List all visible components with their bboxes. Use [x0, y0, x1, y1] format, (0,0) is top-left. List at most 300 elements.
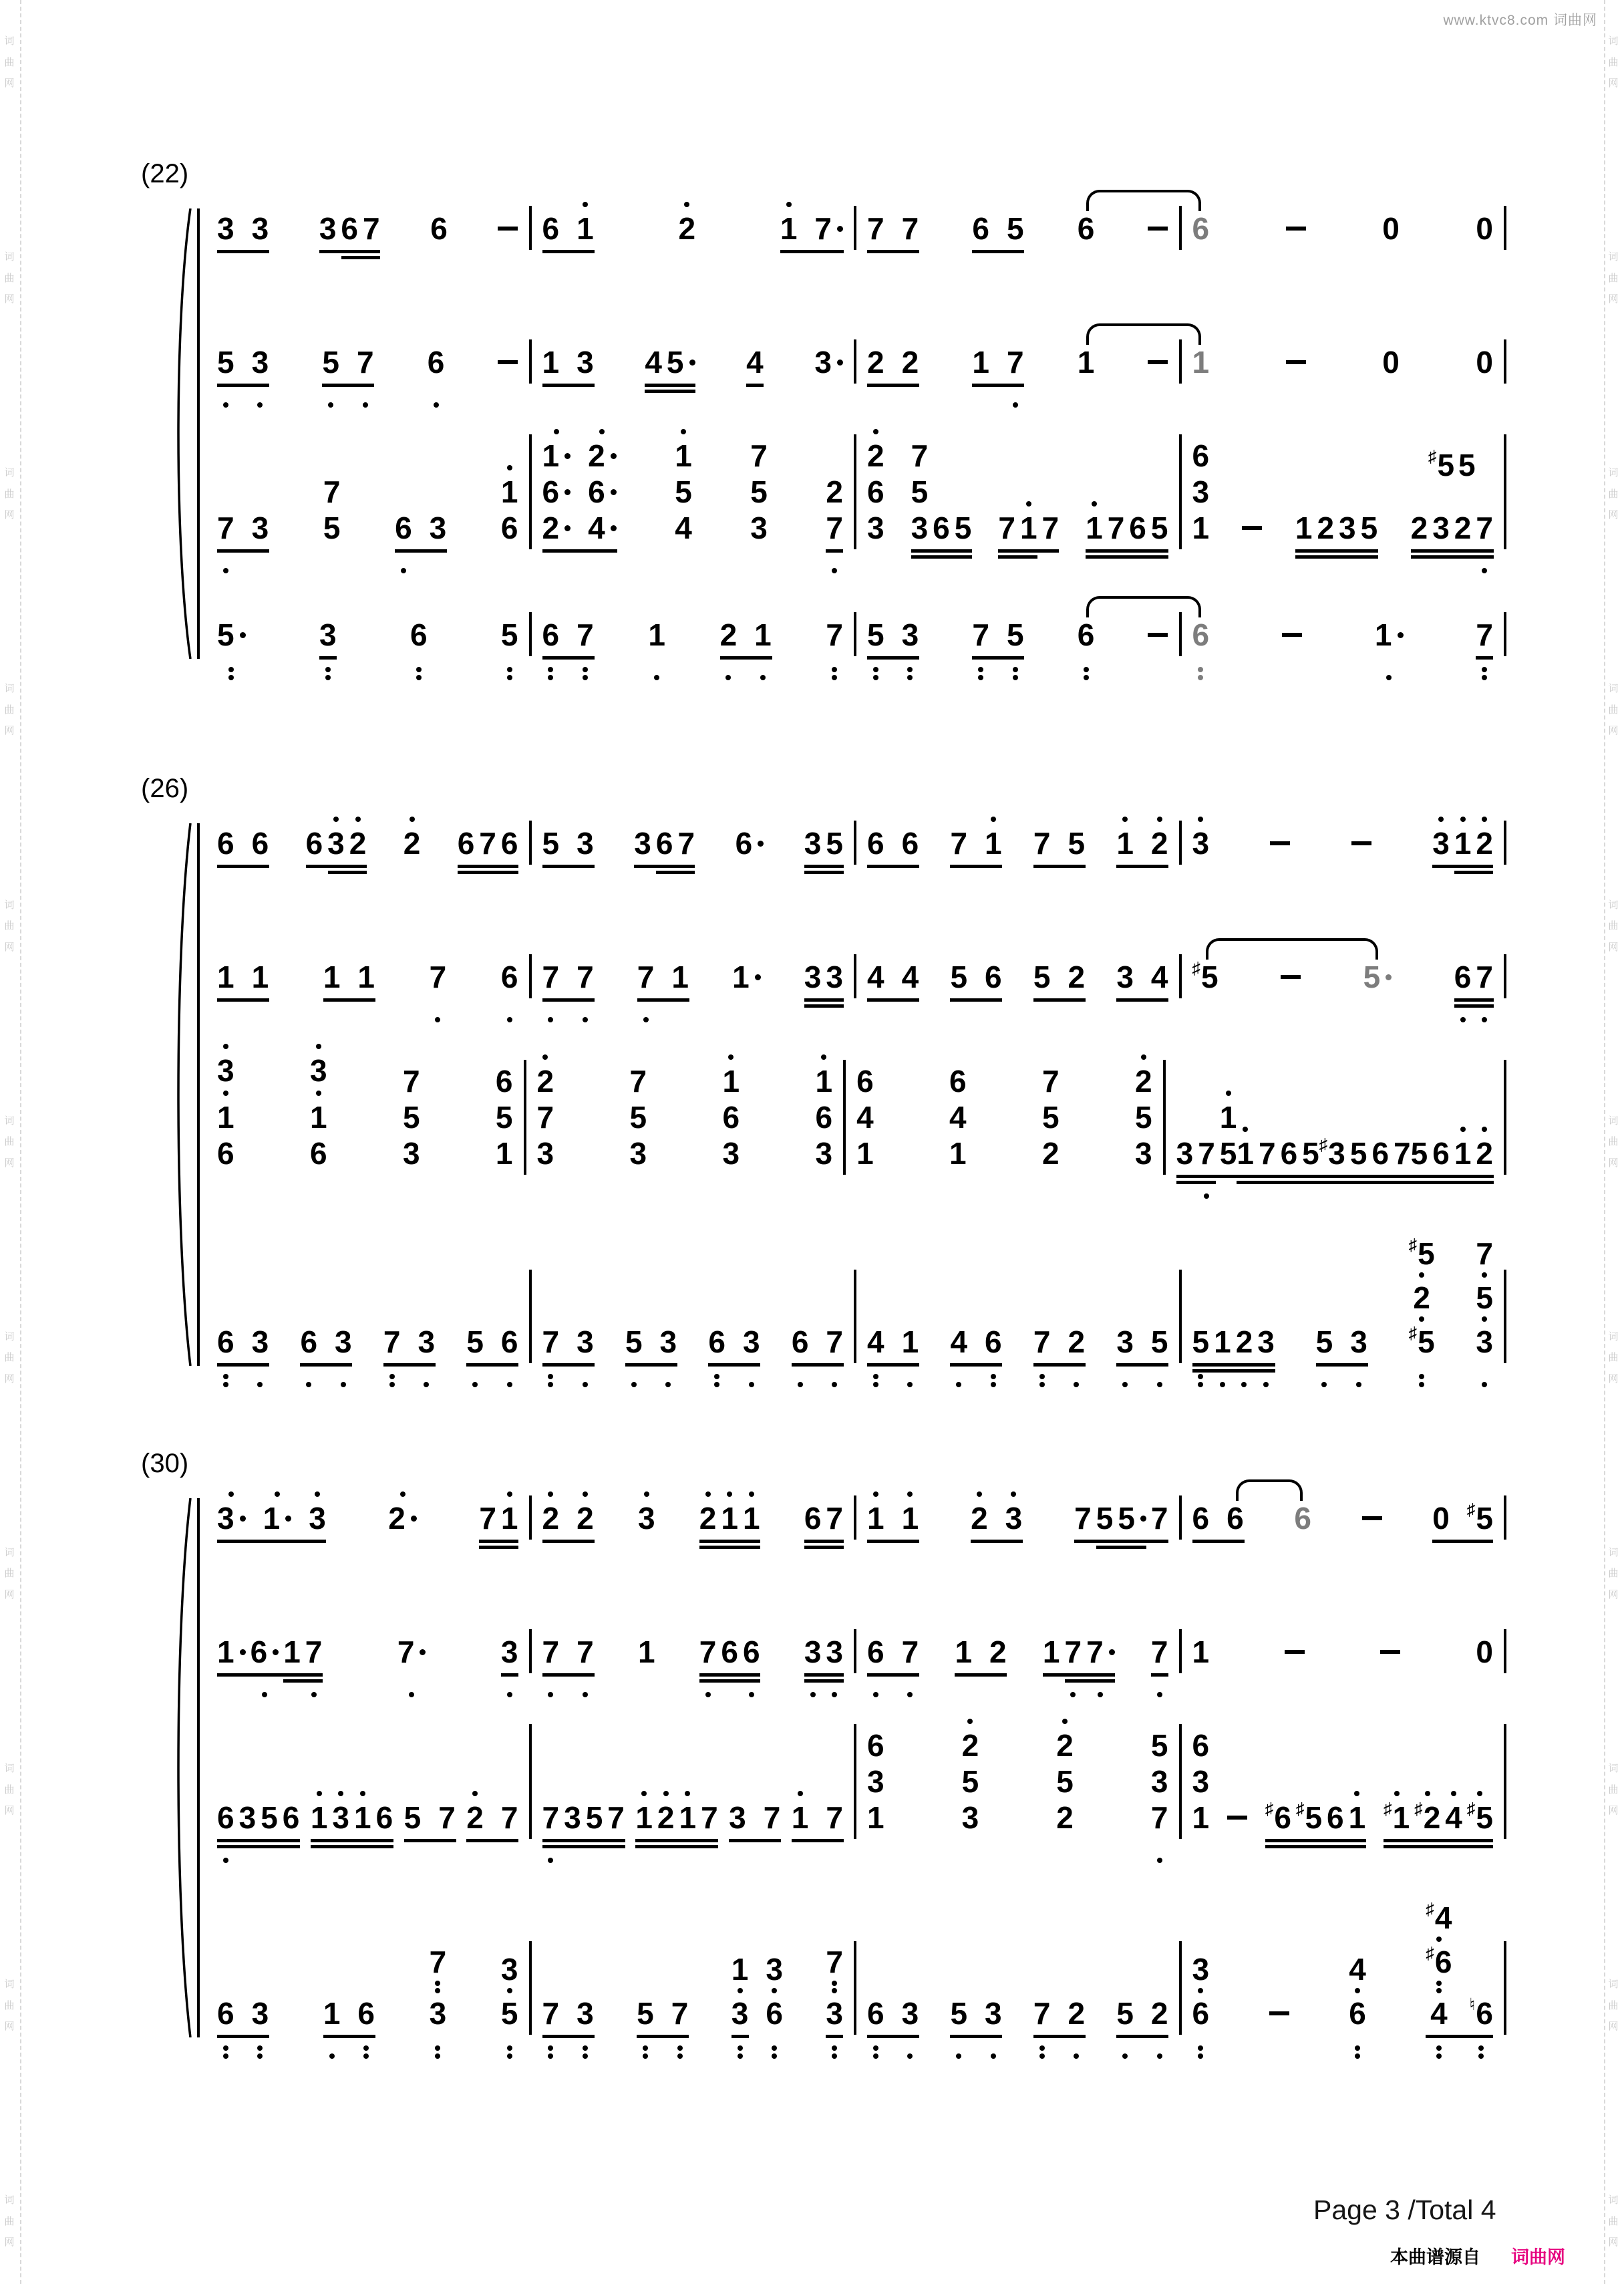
note [867, 346, 884, 409]
dots-below [435, 993, 440, 1024]
beat-notes [1227, 1802, 1247, 1864]
note-digit-text: 1 [500, 1501, 518, 1536]
dots-below [810, 1668, 816, 1699]
note [867, 1997, 884, 2060]
dots-below [991, 1358, 996, 1389]
dots-above [684, 202, 689, 212]
beat-cell [729, 1802, 780, 1864]
chord-upper-note [867, 476, 884, 508]
note [577, 961, 594, 1024]
beat-notes [217, 827, 269, 890]
note [319, 212, 337, 275]
dots-below [507, 993, 512, 1024]
note-digit-text: 1 [217, 1100, 234, 1135]
augmentation-dot [837, 226, 843, 232]
beam-underline [217, 1839, 300, 1842]
measure [206, 465, 529, 575]
beam-underline [950, 865, 1002, 868]
beam-underline [383, 1363, 436, 1367]
beam-underline [804, 1546, 844, 1549]
note-digit-text: 7 [1150, 1800, 1168, 1835]
beat-notes [950, 1997, 1001, 2060]
source-credit [1390, 2243, 1565, 2269]
beat-cell [397, 1636, 426, 1699]
note [635, 1791, 653, 1864]
note [722, 1054, 740, 1200]
sustain-dash-bar [1362, 1516, 1382, 1520]
note-digit-text: 5 [1118, 1502, 1146, 1534]
beam-underline [217, 998, 269, 1002]
beat-notes [410, 619, 428, 682]
note [1074, 1502, 1092, 1565]
note [577, 1636, 594, 1699]
tie-arc [1086, 190, 1201, 211]
chord-upper-note [867, 1765, 884, 1798]
measure [206, 1946, 529, 2060]
beat-notes [729, 1802, 780, 1864]
beam-underline [1454, 871, 1493, 874]
beat-cell [867, 1997, 919, 2060]
beat-notes [962, 1719, 979, 1864]
dots-below [507, 1988, 512, 1993]
note-digit-text: 1 [867, 1501, 884, 1536]
beat-cell [1078, 619, 1095, 682]
note-digit-text: 6 [1432, 1136, 1450, 1171]
beat-notes [217, 619, 246, 682]
beat-notes [804, 827, 843, 890]
measure [856, 1997, 1179, 2060]
beat-cell [501, 1636, 518, 1699]
dots-below [1084, 651, 1089, 682]
note-digit-text: 6 [357, 1996, 375, 2031]
octave-dot [507, 2053, 512, 2059]
octave-dot [643, 2045, 648, 2051]
note-digit-text: 3 [1476, 1324, 1493, 1359]
note-digit-text: 5 [403, 1800, 422, 1835]
dots-above [821, 1054, 826, 1064]
octave-dot [306, 1382, 311, 1387]
note-digit-text: 5 [950, 1996, 968, 2031]
note-digit-text: 6 [815, 1100, 833, 1135]
augmentation-dot [564, 525, 571, 531]
beat-notes [804, 961, 843, 1024]
beat-cell [1078, 212, 1095, 275]
beat-cell [542, 1326, 594, 1389]
note [933, 512, 950, 575]
note-digit-text: 7 [1006, 345, 1024, 380]
dots-below [1039, 1358, 1045, 1389]
note [1257, 1326, 1275, 1389]
beat-notes [792, 1791, 843, 1864]
note [1476, 1238, 1493, 1389]
edge-watermark-char: 词 [4, 1546, 15, 1558]
note-digit-text: 3 [826, 1634, 843, 1669]
dots-below [1482, 1358, 1487, 1389]
note [311, 1791, 328, 1864]
note-digit-text: 3 [251, 211, 269, 246]
system-brace [170, 823, 193, 1366]
system-barline [197, 1498, 200, 2037]
edge-watermark-group [1607, 1326, 1620, 1390]
beam-underline [998, 555, 1037, 559]
dots-below [1460, 993, 1466, 1024]
sustain-dash [1148, 619, 1168, 651]
measure [532, 1326, 854, 1389]
dots-above [798, 1791, 803, 1801]
beam-underline [395, 549, 447, 553]
note [792, 1791, 809, 1864]
note-digit-text: 6 [542, 211, 560, 246]
note [867, 1729, 884, 1864]
beat-cell [217, 1997, 269, 2060]
note-digit-text: 3 [826, 1996, 843, 2031]
measure [532, 1491, 854, 1565]
beat-cell [217, 827, 269, 890]
beat-notes [217, 212, 269, 275]
beat-notes [217, 1997, 269, 2060]
sharp-icon: ♯ [1408, 1324, 1418, 1342]
dots-below [507, 651, 512, 682]
beat-notes [217, 1491, 326, 1565]
note [252, 212, 269, 275]
note [542, 1491, 560, 1565]
note-digit-text: 4 [949, 1100, 967, 1135]
chord-upper-note [323, 476, 341, 508]
note [1151, 817, 1168, 890]
rest-digit: 0 [1382, 211, 1400, 246]
dots-below [832, 1668, 837, 1699]
augmentation-dot [758, 841, 764, 847]
beat-cell [542, 1997, 594, 2060]
rest-note [1382, 346, 1400, 409]
note-digit-text: 7 [1041, 511, 1060, 545]
note [867, 827, 884, 890]
barline [1504, 821, 1506, 865]
note [577, 346, 594, 409]
beat-cell [1237, 1127, 1319, 1200]
note-digit-text: 1 [901, 1501, 919, 1536]
note-digit-text: 3 [804, 826, 822, 861]
note-digit-text: 1 [1219, 1100, 1237, 1135]
note [750, 440, 768, 575]
note [1043, 1636, 1060, 1699]
dots-below [873, 1358, 878, 1389]
note-digit-text: 6 [500, 826, 518, 861]
note [357, 346, 374, 409]
note-digit-text: ♯ 3 [1319, 1137, 1345, 1169]
dash-note [1282, 619, 1302, 682]
note [341, 212, 358, 275]
beat-cell [826, 476, 843, 575]
note [1192, 1729, 1210, 1864]
note-digit-text: 3 [251, 1324, 269, 1359]
chord-upper-note [867, 429, 884, 472]
beat-cell [542, 619, 594, 682]
note [542, 1326, 560, 1389]
sharp-icon: ♯ [1319, 1135, 1328, 1154]
octave-dot [316, 1044, 321, 1049]
note-digit-text: 6 [457, 826, 475, 861]
octave-dot [956, 2053, 961, 2059]
note [902, 1326, 919, 1389]
note [466, 1326, 484, 1389]
beat-notes [466, 1326, 518, 1389]
note [542, 346, 560, 409]
note-digit-text: 6 [500, 1324, 518, 1359]
dots-below [223, 1834, 228, 1864]
note-digit-text: 1 [500, 474, 518, 509]
octave-dot [991, 1382, 996, 1387]
octave-dot [257, 2045, 263, 2051]
dots-above [663, 1791, 669, 1801]
note [430, 961, 447, 1024]
note-digit-text: 3 [327, 826, 345, 861]
note-digit-text: 2 [1150, 1996, 1168, 2031]
octave-dot [599, 429, 605, 434]
beat-cell [1351, 827, 1371, 890]
note-digit-text: 5 [322, 345, 339, 380]
chord-upper-note [310, 1091, 327, 1133]
octave-dot [1321, 1382, 1327, 1387]
note-digit-text: 5 [1042, 1100, 1060, 1135]
dots-below [583, 651, 588, 682]
note [217, 1044, 234, 1200]
beam-underline [217, 1363, 269, 1367]
sustain-dash-bar [1286, 360, 1306, 364]
note-digit-text: 5 [675, 474, 692, 509]
note [955, 512, 972, 575]
note [804, 827, 822, 890]
octave-dot [1157, 1692, 1162, 1697]
sustain-dash [1351, 827, 1371, 859]
note [252, 346, 269, 409]
beat-notes [542, 429, 617, 575]
beat-notes [1382, 346, 1400, 409]
beam-underline [404, 1839, 456, 1842]
note [577, 1491, 594, 1565]
octave-dot [1419, 1316, 1424, 1322]
sharp-icon: ♯ [1466, 1800, 1476, 1818]
note-digit-text: 3 [1192, 826, 1210, 861]
note [826, 1802, 843, 1864]
note [1116, 1997, 1134, 2060]
note-digit-text: 6 [985, 960, 1002, 994]
dots-above [1198, 817, 1203, 827]
beat-cell [1380, 1636, 1400, 1699]
beat-notes [1454, 961, 1493, 1024]
barline [1504, 1941, 1506, 2035]
measure [1182, 1502, 1504, 1565]
chord-upper-note [630, 1065, 647, 1097]
rest-digit: 0 [1476, 1634, 1493, 1669]
sustain-dash [1380, 1636, 1400, 1668]
note-digit-text: 2 [1056, 1800, 1074, 1835]
dots-below [548, 993, 553, 1024]
note [1349, 1791, 1366, 1864]
dots-below [738, 1988, 743, 1993]
note [985, 817, 1002, 890]
octave-dot [435, 1017, 440, 1022]
note-digit-text: 7 [323, 474, 341, 509]
note-digit-text: 6 [1294, 1501, 1311, 1536]
octave-dot [1460, 817, 1466, 822]
chord-upper-note [537, 1054, 554, 1097]
edge-watermark-char: 词 [1608, 2194, 1619, 2206]
dots-below [1386, 651, 1392, 682]
note [403, 1065, 420, 1200]
dots-below [760, 651, 766, 682]
note [458, 827, 475, 890]
note-digit-text: 6 [867, 1996, 884, 2031]
edge-watermark-char: 曲 [1608, 920, 1619, 932]
beat-notes [498, 212, 518, 275]
measure [856, 1326, 1179, 1389]
beat-notes [736, 827, 764, 890]
note-digit-text: 5 [1134, 1100, 1152, 1135]
octave-dot [821, 1054, 826, 1060]
beat-notes [1242, 512, 1262, 575]
beat-cell [1269, 1997, 1289, 2060]
note [283, 1802, 300, 1864]
beat-notes [1135, 1054, 1152, 1200]
octave-dot [705, 1692, 711, 1697]
octave-dot [472, 1382, 478, 1387]
chord-upper-note [403, 1065, 420, 1097]
octave-dot [772, 2053, 777, 2059]
octave-dot [714, 1374, 719, 1379]
edge-watermark-char: 网 [1608, 2021, 1619, 2033]
octave-dot [333, 817, 339, 822]
dots-above [873, 429, 878, 439]
note-digit-text: 6 [867, 826, 884, 861]
natural-icon: ♮ [1469, 1995, 1476, 2014]
sustain-dash-bar [1285, 1650, 1305, 1654]
octave-dot [1074, 1382, 1079, 1387]
note-digit-text: 3 [1176, 1136, 1194, 1171]
note [252, 512, 269, 575]
note-digit-text: 6 [933, 511, 950, 545]
beam-underline [972, 250, 1024, 253]
note [418, 1326, 435, 1389]
beat-notes [323, 961, 375, 1024]
note-digit-text: 1 [742, 1501, 760, 1536]
beat-notes [1382, 212, 1400, 275]
augmentation-dot [285, 1516, 291, 1522]
beam-underline [1176, 1181, 1216, 1184]
note-digit-text: 5 [1006, 211, 1024, 246]
note-digit-text: 2 [1134, 1064, 1152, 1099]
note [1476, 817, 1493, 890]
octave-dot [1438, 817, 1444, 822]
beat-notes [217, 512, 269, 575]
octave-dot [1482, 817, 1487, 822]
octave-dot [685, 1791, 690, 1796]
octave-dot [1084, 667, 1089, 672]
beam-underline [479, 1540, 518, 1543]
octave-dot [1157, 2053, 1162, 2059]
note-digit-text: 3 [577, 1996, 594, 2031]
octave-dot [665, 1382, 671, 1387]
beat-notes [856, 1065, 874, 1200]
note-digit-text: 3 [1116, 960, 1134, 994]
octave-dot [1241, 1382, 1247, 1387]
augmentation-dot [1398, 632, 1404, 638]
beat-cell [542, 961, 594, 1024]
dash-note [498, 346, 518, 409]
dots-below [1482, 544, 1487, 575]
note-digit-text: 1 [731, 1952, 749, 1987]
measure [532, 619, 854, 682]
note [542, 619, 560, 682]
octave-dot [583, 1382, 588, 1387]
note-digit-text: 1 [780, 211, 798, 246]
octave-dot [1039, 2045, 1045, 2051]
note [327, 817, 345, 890]
note [217, 1636, 246, 1699]
beat-notes [428, 346, 445, 409]
beat-notes [479, 1491, 518, 1565]
dots-below [643, 2029, 648, 2060]
sustain-dash-bar [1281, 975, 1301, 979]
measure [206, 817, 529, 890]
note-digit-text: 7 [901, 1634, 919, 1669]
beat-cell [498, 346, 518, 409]
note [634, 827, 651, 890]
note-digit-text: 2 [536, 1064, 554, 1099]
note-digit-text: 6 [804, 1501, 822, 1536]
beat-notes [1192, 212, 1210, 275]
beat-cell [867, 961, 919, 1024]
note-digit-text: 7 [826, 617, 843, 652]
note [537, 1054, 554, 1200]
beam-underline [950, 2035, 1002, 2038]
note-digit-text: 6 [1371, 1136, 1390, 1171]
system-body [170, 202, 1506, 682]
beam-underline [1237, 1175, 1319, 1178]
edge-watermark-char: 曲 [1608, 272, 1619, 284]
note-digit-text: 4 [1430, 1996, 1448, 2031]
octave-dot [223, 402, 228, 408]
beam-underline [1033, 865, 1086, 868]
note-digit-text: 3 [901, 1996, 919, 2031]
octave-dot [223, 1044, 228, 1049]
octave-dot [1157, 1382, 1162, 1387]
beat-notes [1192, 440, 1210, 575]
octave-dot [548, 675, 553, 680]
dots-above [727, 1491, 732, 1502]
beam-underline [1454, 1004, 1494, 1008]
note-digit-text: ♯ 5 [1409, 1238, 1435, 1270]
beat-notes [1426, 1902, 1493, 2060]
note [867, 212, 884, 275]
note [1192, 346, 1210, 409]
dots-below [583, 1358, 588, 1389]
octave-dot [583, 2045, 588, 2051]
dots-above [786, 202, 792, 212]
note-digit-text: 5 [1349, 1136, 1367, 1171]
note-digit-text: 3 [1192, 1764, 1210, 1799]
beat-notes [1148, 212, 1168, 275]
note [1056, 1719, 1074, 1864]
chord-upper-note [1426, 1946, 1452, 1993]
note [1042, 512, 1060, 575]
sustain-dash-bar [1351, 841, 1371, 845]
note [438, 1802, 456, 1864]
beat-cell [217, 1044, 234, 1200]
measure [206, 1791, 529, 1864]
note-digit-text: 3 [418, 1324, 436, 1359]
octave-dot [507, 1692, 512, 1697]
